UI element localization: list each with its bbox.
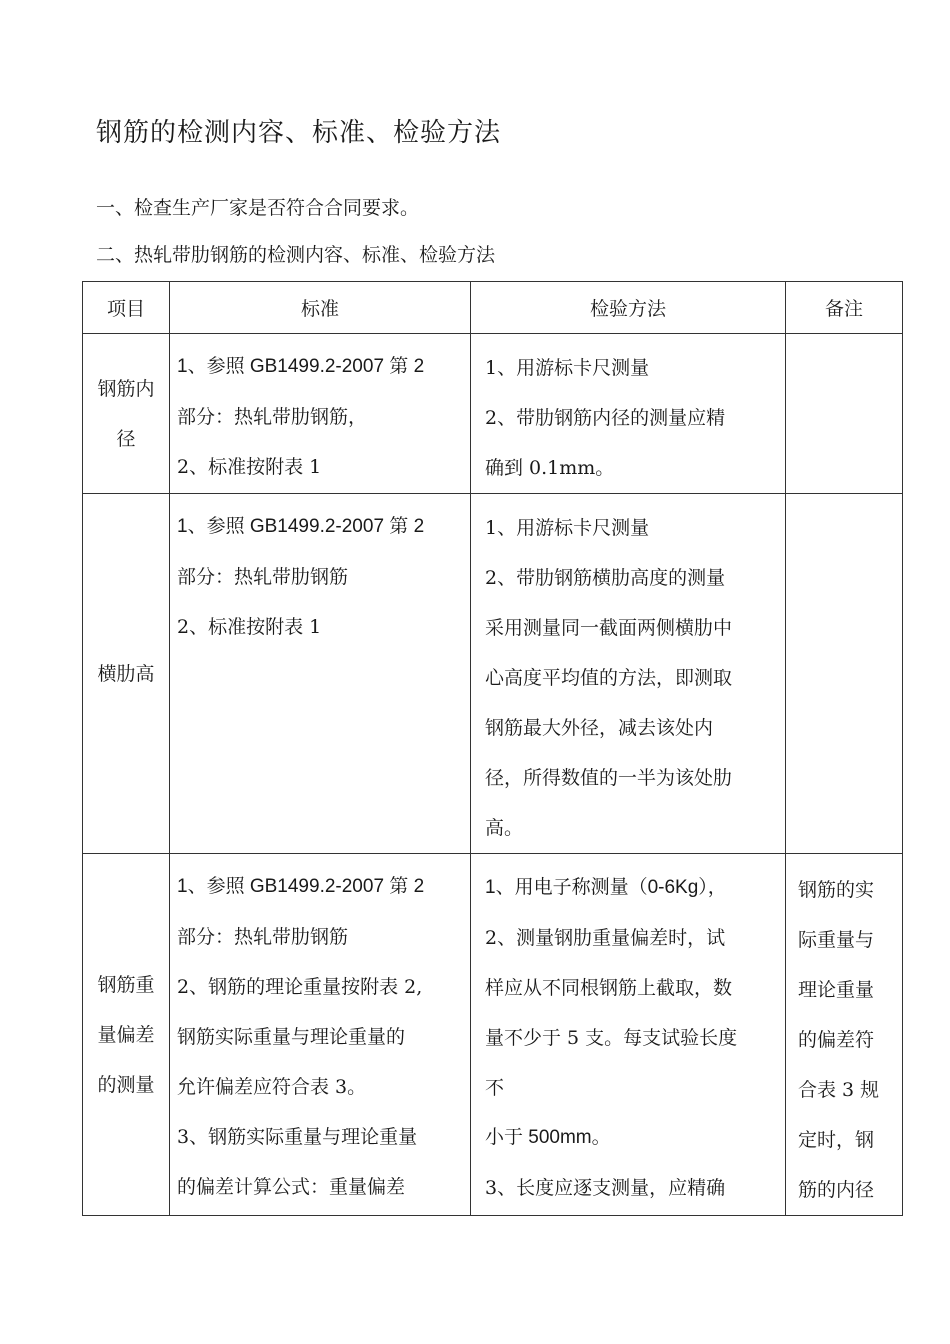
item-line: 的测量 (97, 1073, 155, 1096)
standard-line: 3、钢筋实际重量与理论重量 (177, 1126, 418, 1148)
standard-line: 允许偏差应符合表 3。 (177, 1076, 367, 1098)
standard-line: 钢筋实际重量与理论重量的 (177, 1026, 406, 1048)
cell-method (471, 494, 786, 854)
table-row (83, 334, 903, 494)
note-line: 定时，钢 (798, 1129, 875, 1151)
method-line: 样应从不同根钢筋上截取，数 (485, 977, 733, 999)
cell-method (471, 854, 786, 1216)
method-line: 径，所得数值的一半为该处肋 (485, 767, 733, 789)
item-line: 钢筋重 (97, 973, 155, 996)
item-line: 径 (116, 427, 136, 450)
standard-line: 部分：热轧带肋钢筋 (177, 566, 349, 588)
header-item: 项目 (83, 282, 170, 334)
header-note: 备注 (786, 282, 903, 334)
section-heading-1: 一、检查生产厂家是否符合合同要求。 (96, 197, 420, 219)
method-line: 钢筋最大外径，减去该处内 (485, 717, 714, 739)
standard-line: 部分：热轧带肋钢筋， (177, 406, 368, 428)
method-line: 不 (485, 1077, 505, 1099)
standard-line: 1、参照 GB1499.2-2007 第 2 (177, 356, 425, 377)
cell-note (786, 334, 903, 494)
document-title: 钢筋的检测内容、标准、检验方法 (96, 118, 502, 148)
note-line: 的偏差符 (798, 1029, 875, 1051)
method-line: 小于 500mm。 (485, 1127, 611, 1148)
method-line: 1、用电子称测量（0-6Kg）， (485, 877, 727, 898)
table-row (83, 854, 903, 1216)
standard-line: 部分：热轧带肋钢筋 (177, 926, 349, 948)
item-line: 横肋高 (97, 662, 155, 685)
cell-standard (170, 494, 471, 854)
method-line: 采用测量同一截面两侧横肋中 (485, 617, 733, 639)
item-line: 钢筋内 (97, 377, 155, 400)
header-method: 检验方法 (471, 282, 786, 334)
method-line: 高。 (485, 817, 524, 839)
note-line: 理论重量 (798, 979, 875, 1001)
inspection-table (82, 281, 903, 1216)
note-line: 际重量与 (798, 929, 875, 951)
standard-line: 的偏差计算公式：重量偏差 (177, 1176, 406, 1198)
cell-standard (170, 854, 471, 1216)
cell-note (786, 854, 903, 1216)
standard-line: 2、钢筋的理论重量按附表 2, (177, 976, 423, 998)
note-line: 筋的内径 (798, 1179, 875, 1201)
note-line: 合表 3 规 (798, 1079, 880, 1101)
standard-line: 2、标准按附表 1 (177, 616, 322, 638)
method-line: 确到 0.1mm。 (485, 457, 615, 479)
note-line: 钢筋的实 (798, 879, 875, 901)
standard-line: 1、参照 GB1499.2-2007 第 2 (177, 876, 425, 897)
method-line: 量不少于 5 支。每支试验长度 (485, 1027, 738, 1049)
method-line: 心高度平均值的方法，即测取 (485, 667, 733, 689)
method-line: 2、测量钢肋重量偏差时，试 (485, 927, 726, 949)
table-row (83, 494, 903, 854)
item-line: 量偏差 (97, 1023, 155, 1046)
cell-standard (170, 334, 471, 494)
cell-note (786, 494, 903, 854)
section-heading-2: 二、热轧带肋钢筋的检测内容、标准、检验方法 (96, 244, 496, 266)
cell-item (83, 334, 170, 494)
header-standard: 标准 (170, 282, 471, 334)
standard-line: 1、参照 GB1499.2-2007 第 2 (177, 516, 425, 537)
cell-method (471, 334, 786, 494)
method-line: 1、用游标卡尺测量 (485, 357, 650, 379)
cell-item (83, 494, 170, 854)
cell-item (83, 854, 170, 1216)
method-line: 1、用游标卡尺测量 (485, 517, 650, 539)
method-line: 3、长度应逐支测量，应精确 (485, 1177, 726, 1199)
method-line: 2、带肋钢筋横肋高度的测量 (485, 567, 726, 589)
table-header-row (83, 282, 903, 334)
method-line: 2、带肋钢筋内径的测量应精 (485, 407, 726, 429)
standard-line: 2、标准按附表 1 (177, 456, 322, 478)
